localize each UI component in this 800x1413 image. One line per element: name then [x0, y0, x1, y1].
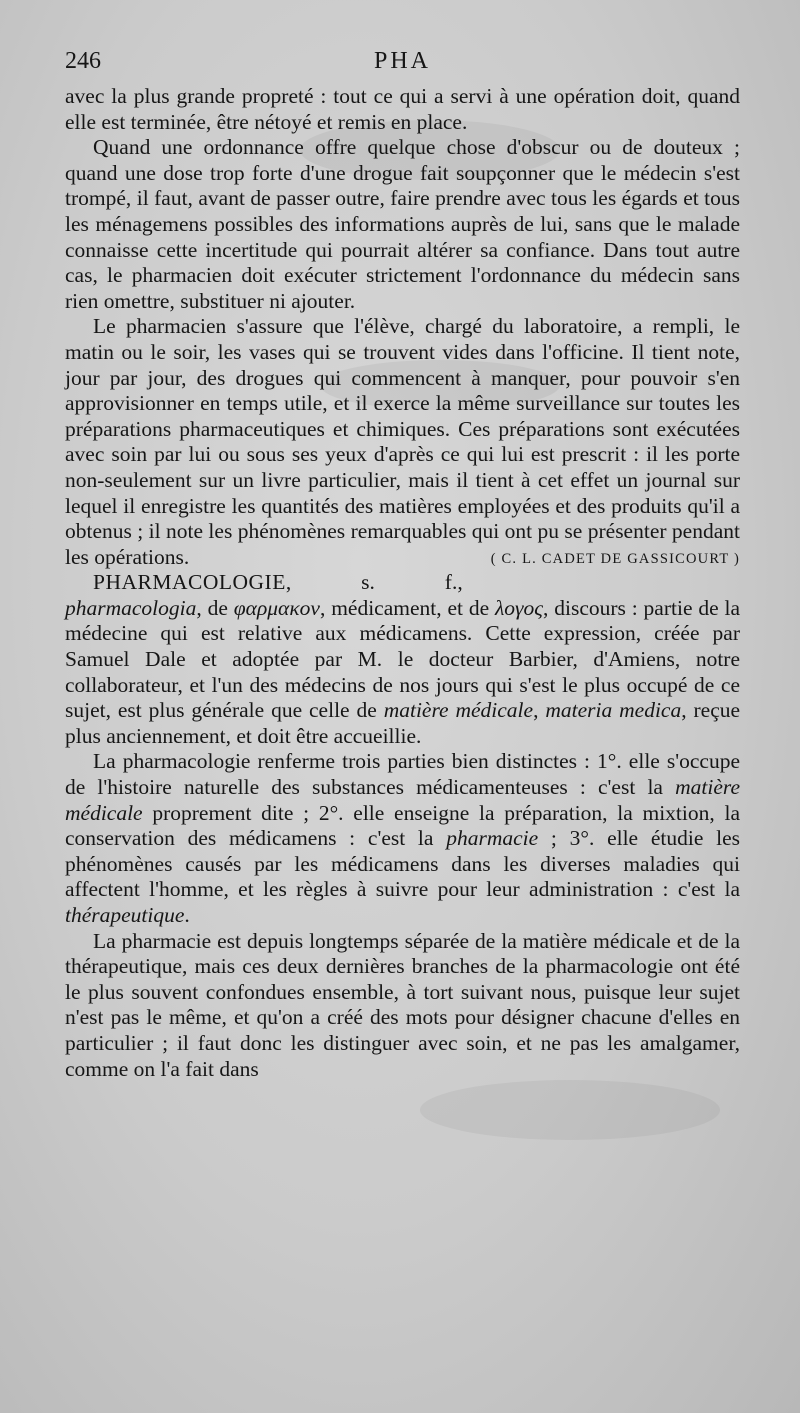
entry-pharmacologie: [65, 570, 740, 749]
paragraph-text: ; 3°. elle étudie les phénomènes causés par les médicamens dans les diverses maladies qui affectent l'homme, et les règles à suivre pour leur administration : c'est la: [65, 826, 740, 902]
paragraph-laboratoire-text: Le pharmacien s'assure que l'élève, chargé du laboratoire, a rempli, le matin ou le soir, les vases qui se trouvent vides dans l'officine. Il tient note, jour par jour, des drogues qui commencent à manquer, pour pouvoir s'en approvisionner en temps utile, et il exerce la même surveillance sur toutes les préparations pharmaceutiques et chimiques. Ces préparations sont exécutées avec soin par lui ou sous ses yeux d'après ce qui lui est prescrit : il les porte non-seulement sur un livre particulier, mais il tient à cet effet un journal sur lequel il enregistre les quantités des matières employées et des produits qu'il a obtenus ; il note les phénomènes remarquables qui ont pu se présenter pendant les opérations.: [65, 314, 740, 569]
paragraph-text: proprement dite ; 2°. elle enseigne la préparation, la mixtion, la conservation des médicamens : c'est la: [65, 800, 740, 851]
paper-stain: [420, 1080, 720, 1140]
entry-text: , s. f.,: [285, 570, 463, 595]
page-number: 246: [65, 48, 101, 74]
italic-term: thérapeutique: [65, 903, 185, 927]
italic-term: matière médicale: [65, 775, 740, 825]
italic-term: matière médicale: [383, 698, 534, 723]
entry-text: , discours : partie de la médecine qui est relative aux médicamens. Cette expression, créée par Samuel Dale et adoptée par M. le docteur Barbier, d'Amiens, notre collaborateur, et l'un des médecins de nos jours qui s'est le plus occupé de ce sujet, est plus générale que celle de: [65, 595, 740, 723]
headword: PHARMACOLOGIE: [93, 570, 286, 595]
body-text: [65, 84, 740, 1082]
italic-term: materia medica: [545, 698, 682, 723]
page-header: [65, 48, 740, 82]
paragraph-ordonnance: Quand une ordonnance offre quelque chose d'obscur ou de douteux ; quand une dose trop forte d'une drogue fait soupçonner que le médecin s'est trompé, il faut, avant de passer outre, faire prendre avec tous les égards et tous les ménagemens possibles des informations auprès de lui, sans que le malade connaisse cette incertitude qui pourrait altérer sa confiance. Dans tout autre cas, le pharmacien doit exécuter strictement l'ordonnance du médecin sans rien omettre, substituer ni ajouter.: [65, 135, 740, 313]
paragraph-parties: [65, 749, 740, 928]
running-head: PHA: [373, 48, 431, 74]
paragraph-continuation: avec la plus grande propreté : tout ce qui a servi à une opération doit, quand elle est terminée, être nétoyé et remis en place.: [65, 84, 740, 134]
greek-term: φαρμακον: [233, 595, 320, 620]
latin-term: pharmacologia: [65, 595, 197, 620]
entry-text: ,: [533, 698, 546, 723]
paragraph-text: La pharmacologie renferme trois parties bien distinctes : 1°. elle s'occupe de l'histoire naturelle des substances médicamenteuses : c'est la: [65, 749, 740, 800]
greek-term: λογος: [494, 595, 543, 620]
paragraph-text: .: [184, 903, 190, 927]
entry-text: , médicament, et de: [319, 595, 495, 620]
paragraph-laboratoire: [65, 314, 740, 570]
author-signature: ( C. L. CADET DE GASSICOURT ): [490, 550, 740, 567]
italic-term: pharmacie: [446, 826, 539, 851]
entry-text: , reçue plus anciennement, et doit être accueillie.: [65, 698, 741, 748]
entry-text: , de: [196, 595, 234, 620]
paragraph-pharmacie: La pharmacie est depuis longtemps séparée de la matière médicale et de la thérapeutique, mais ces deux dernières branches de la pharmacologie ont été le plus souvent confondues ensemble, à tort suivant nous, puisque leur sujet n'est pas le même, et qu'on a créé des mots pour désigner chacune d'elles en particulier ; il faut donc les distinguer avec soin, et ne pas les amalgamer, comme on l'a fait dans: [65, 928, 740, 1081]
